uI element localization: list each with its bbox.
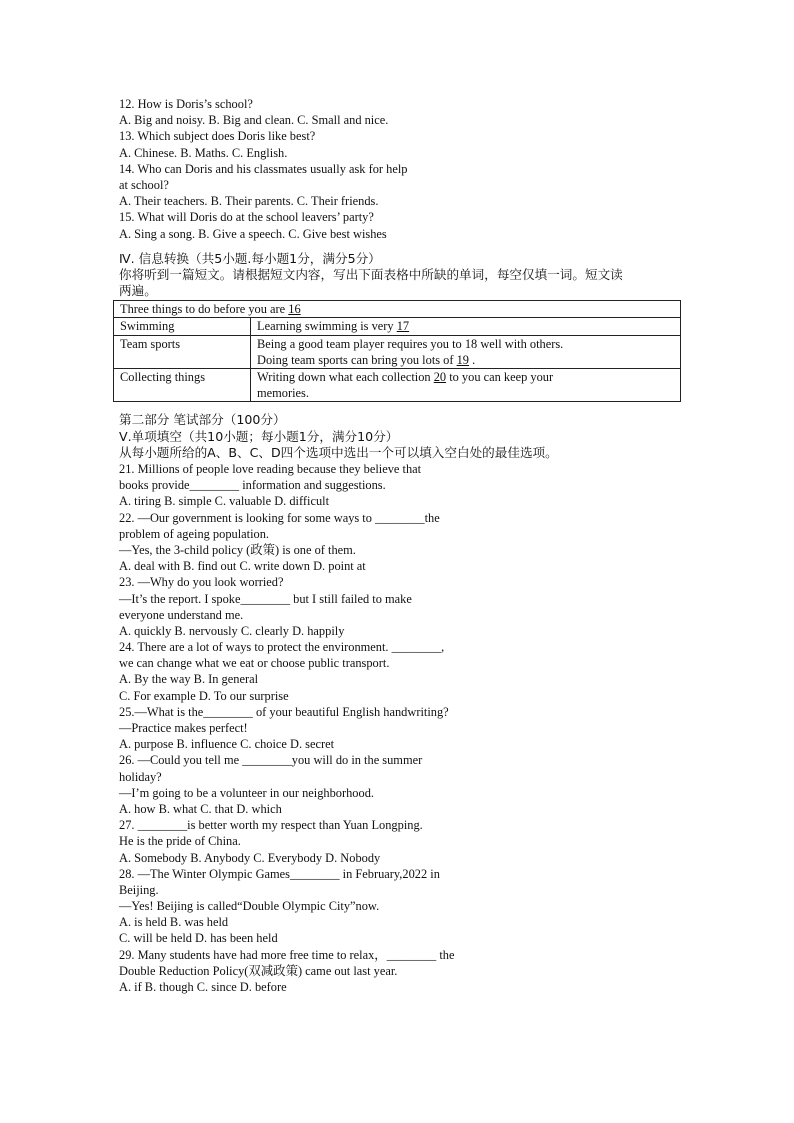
row-value-collecting (251, 369, 681, 402)
table-row (114, 318, 681, 335)
mcq-line: holiday? (119, 769, 162, 784)
section-4-instruction-cont: 两遍。 (119, 283, 157, 299)
mcq-line: A. if B. though C. since D. before (119, 980, 287, 995)
mcq-line: C. For example D. To our surprise (119, 688, 289, 703)
blank-16: 16 (288, 302, 301, 317)
blank-20: 20 (433, 370, 447, 385)
mcq-line: C. will be held D. has been held (119, 931, 278, 946)
mcq-line: everyone understand me. (119, 607, 244, 622)
mcq-line: —Practice makes perfect! (119, 721, 248, 736)
part-2 (119, 412, 709, 995)
info-table (113, 300, 681, 402)
q12-text: 12. How is Doris’s school? (119, 97, 253, 111)
mcq-line: A. is held B. was held (119, 915, 229, 930)
mcq-line: problem of ageing population. (119, 526, 270, 541)
swimming-text: Learning swimming is very (257, 319, 397, 334)
part-2-heading: 第二部分 笔试部分（100分） (119, 412, 286, 428)
mcq-line: 25.—What is the________ of your beautiful English handwriting? (119, 704, 449, 719)
team-sports-line-2-end: . (469, 352, 476, 367)
mcq-line: Beijing. (119, 882, 159, 897)
blank-17: 17 (396, 319, 410, 334)
row-key-team-sports: Team sports (114, 335, 251, 368)
mcq-line: —I’m going to be a volunteer in our neighborhood. (119, 785, 374, 800)
row-value-team-sports (251, 335, 681, 368)
section-4-instruction: 你将听到一篇短文。请根据短文内容，写出下面表格中所缺的单词，每空仅填一词。短文读 (119, 266, 623, 282)
mcq-line: A. purpose B. influence C. choice D. secret (119, 737, 335, 752)
mcq-line: A. deal with B. find out C. write down D. point at (119, 559, 366, 574)
q14-text: 14. Who can Doris and his classmates usually ask for help (119, 161, 408, 176)
collecting-line-1-end: to you can keep your (446, 370, 554, 385)
table-title-row (114, 301, 681, 318)
row-key-collecting: Collecting things (114, 369, 251, 402)
table-title-cell (114, 301, 681, 318)
section-5-heading: Ⅴ.单项填空（共10小题；每小题1分，满分10分） (119, 428, 399, 444)
row-value-swimming (251, 318, 681, 335)
mcq-line: —It’s the report. I spoke________ but I still failed to make (119, 591, 412, 606)
q14-text-cont: at school? (119, 177, 169, 192)
mcq-line: 28. —The Winter Olympic Games________ in February,2022 in (119, 866, 440, 881)
section-5-instruction: 从每小题所给的A、B、C、D四个选项中选出一个可以填入空白处的最佳选项。 (119, 444, 558, 460)
mcq-line: A. tiring B. simple C. valuable D. difficult (119, 494, 330, 509)
mcq-line: A. By the way B. In general (119, 672, 259, 687)
row-key-swimming: Swimming (114, 318, 251, 335)
mcq-line: 26. —Could you tell me ________you will do in the summer (119, 753, 423, 768)
q12-options: A. Big and noisy. B. Big and clean. C. Small and nice. (119, 113, 389, 128)
table-row (114, 335, 681, 368)
mcq-line: 23. —Why do you look worried? (119, 575, 284, 590)
blank-19: 19 (456, 352, 469, 367)
mcq-line: A. how B. what C. that D. which (119, 801, 282, 816)
mcq-line: 27. ________is better worth my respect than Yuan Longping. (119, 818, 423, 833)
mcq-line: —Yes, the 3-child policy (政策) is one of them. (119, 542, 356, 557)
listening-questions (119, 96, 709, 242)
mcq-line: A. Somebody B. Anybody C. Everybody D. Nobody (119, 850, 381, 865)
section-4 (119, 251, 709, 403)
team-sports-line-2: Doing team sports can bring you lots of (257, 352, 457, 367)
mcq-line: 22. —Our government is looking for some ways to ________the (119, 510, 440, 525)
mcq-line: A. quickly B. nervously C. clearly D. happily (119, 623, 345, 638)
mcq-line: 24. There are a lot of ways to protect the environment. ________, (119, 640, 445, 655)
mcq-line: Double Reduction Policy(双减政策) came out last year. (119, 963, 398, 978)
collecting-line-1: Writing down what each collection (257, 370, 434, 385)
table-row (114, 369, 681, 402)
mcq-list (119, 461, 709, 995)
q13-text: 13. Which subject does Doris like best? (119, 129, 316, 144)
section-4-heading: Ⅳ. 信息转换（共5小题.每小题1分，满分5分） (119, 250, 381, 266)
mcq-line: we can change what we eat or choose public transport. (119, 656, 390, 671)
collecting-line-2: memories. (257, 386, 309, 401)
mcq-line: 29. Many students have had more free time to relax，________ the (119, 947, 455, 962)
q15-options: A. Sing a song. B. Give a speech. C. Give best wishes (119, 226, 387, 241)
mcq-line: books provide________ information and suggestions. (119, 478, 386, 493)
team-sports-line-1: Being a good team player requires you to 18 well with others. (257, 336, 564, 351)
table-title-text: Three things to do before you are (120, 302, 289, 317)
mcq-line: —Yes! Beijing is called“Double Olympic City”now. (119, 899, 380, 914)
q14-options: A. Their teachers. B. Their parents. C. Their friends. (119, 194, 379, 209)
content-column (119, 96, 709, 995)
mcq-line: 21. Millions of people love reading because they believe that (119, 462, 422, 477)
mcq-line: He is the pride of China. (119, 834, 241, 849)
q15-text: 15. What will Doris do at the school leavers’ party? (119, 210, 374, 225)
q13-options: A. Chinese. B. Maths. C. English. (119, 145, 288, 160)
